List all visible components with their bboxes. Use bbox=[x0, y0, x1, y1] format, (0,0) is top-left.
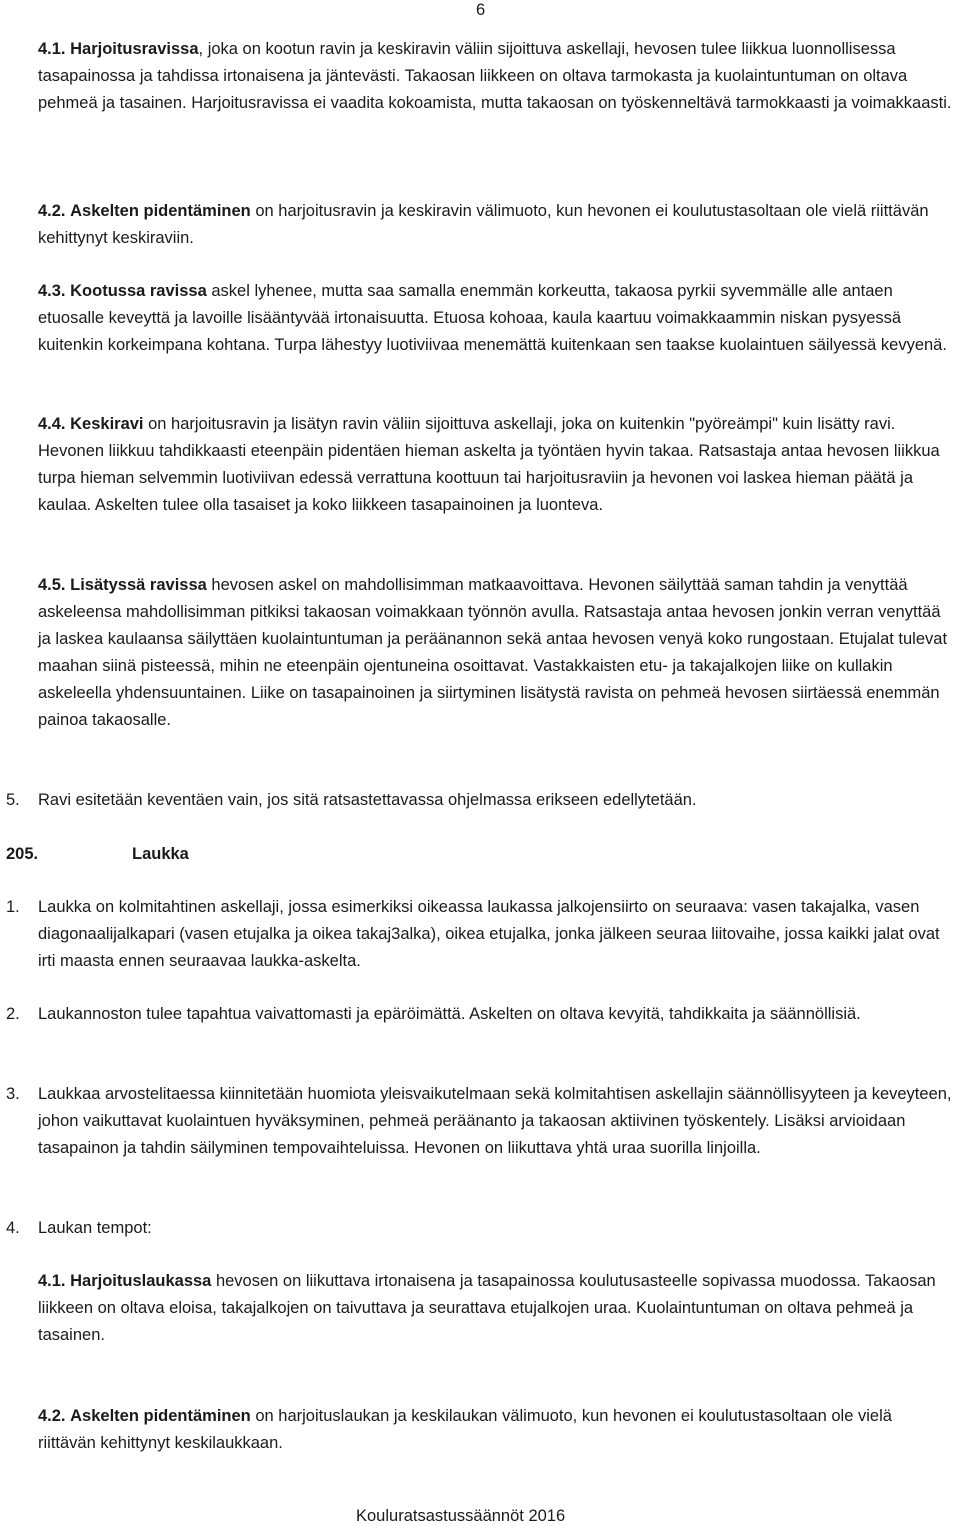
paragraph-num: 4.4. bbox=[38, 415, 66, 433]
paragraph-term: Kootussa ravissa bbox=[70, 282, 207, 300]
list-item-text: Ravi esitetään keventäen vain, jos sitä ratsastettavassa ohjelmassa erikseen edellytetään. bbox=[38, 791, 697, 809]
paragraph-num: 4.2. bbox=[38, 202, 66, 220]
section-heading bbox=[6, 841, 189, 868]
paragraph-num: 4.1. bbox=[38, 1272, 66, 1290]
list-item-num: 1. bbox=[6, 898, 20, 916]
paragraph-4-2-canter bbox=[38, 1403, 954, 1457]
section-number: 205. bbox=[6, 845, 39, 863]
list-item-text: Laukkaa arvostelitaessa kiinnitetään huomiota yleisvaikutelmaan sekä kolmitahtisen askellajin säännöllisyyteen ja keveyteen, johon vaikuttavat kuolaintuen hyväksyminen, pehmeä peräänanto ja takaosan aktiivinen työskentely. Lisäksi arvioidaan tasapainon ja tahdin säilyminen tempovaihteluissa. Hevonen on liikuttava yhtä uraa suorilla linjoilla. bbox=[38, 1085, 952, 1157]
list-item-text: Laukka on kolmitahtinen askellaji, jossa esimerkiksi oikeassa laukassa jalkojensiirto on seuraava: vasen takajalka, vasen diagonaalijalkapari (vasen etujalka ja oikea takaj3alka), oikea etujalka, jonka jälkeen seuraa liitovaihe, jossa kaikki jalat ovat irti maasta ennen seuraavaa laukka-askelta. bbox=[38, 898, 940, 970]
list-item-1-canter bbox=[6, 894, 954, 975]
paragraph-term: Lisätyssä ravissa bbox=[70, 576, 207, 594]
paragraph-text: hevosen askel on mahdollisimman matkaavoittava. Hevonen säilyttää saman tahdin ja venyttää askeleensa mahdollisimman pitkiksi takaosan voimakkaan työnnön avulla. Ratsastaja antaa hevosen jonkin verran venyttää ja laskea kaulaansa säilyttäen kuolaintuntuman ja peräänannon sekä antaa hevosen venyä koko rungostaan. Etujalat tulevat maahan siinä pisteessä, mihin ne eteenpäin ojentuneina osoittavat. Vastakkaisten etu- ja takajalkojen liike on kullakin askeleella yhdensuuntainen. Liike on tasapainoinen ja siirtyminen lisätystä ravista on pehmeä hevosen siirtäessä enemmän painoa takaosalle. bbox=[38, 576, 948, 729]
paragraph-text: askel lyhenee, mutta saa samalla enemmän korkeutta, takaosa pyrkii syvemmälle alle antaen etuosalle keveyttä ja lavoille lisääntyvää irtonaisuutta. Etuosa kohoaa, kaula kaartuu voimakkaammin niskan pysyessä kuitenkin korkeimpana kohtana. Turpa lähestyy luotiviivaa menemättä kuitenkaan sen taakse kuolaintuen säilyessä kevyenä. bbox=[38, 282, 947, 354]
list-item-num: 5. bbox=[6, 791, 20, 809]
paragraph-term: Harjoituslaukassa bbox=[70, 1272, 212, 1290]
paragraph-num: 4.3. bbox=[38, 282, 66, 300]
list-item-num: 4. bbox=[6, 1219, 20, 1237]
paragraph-text: hevosen on liikuttava irtonaisena ja tasapainossa koulutusasteelle sopivassa muodossa. Takaosan liikkeen on oltava eloisa, takajalkojen on taivuttava ja seurattava etujalkojen uraa. Kuolaintuntuman on oltava pehmeä ja tasainen. bbox=[38, 1272, 936, 1344]
paragraph-num: 4.1. bbox=[38, 40, 66, 58]
paragraph-4-4-trot bbox=[38, 411, 954, 519]
list-item-4-canter bbox=[6, 1215, 954, 1242]
section-title: Laukka bbox=[132, 845, 189, 863]
paragraph-4-2-trot bbox=[38, 198, 954, 252]
paragraph-4-1-trot bbox=[38, 36, 954, 117]
list-item-text: Laukannoston tulee tapahtua vaivattomasti ja epäröimättä. Askelten on oltava kevyitä, tahdikkaita ja säännöllisiä. bbox=[38, 1005, 861, 1023]
paragraph-num: 4.5. bbox=[38, 576, 66, 594]
list-item-num: 3. bbox=[6, 1085, 20, 1103]
paragraph-4-3-trot bbox=[38, 278, 954, 359]
paragraph-text: , joka on kootun ravin ja keskiravin väliin sijoittuva askellaji, hevosen tulee liikkua luonnollisessa tasapainossa ja tahdissa irtonaisena ja jäntevästi. Takaosan liikkeen on oltava tarmokasta ja kuolaintuntuman on oltava pehmeä ja tasainen. Harjoitusravissa ei vaadita kokoamista, mutta takaosan on työskenneltävä tarmokkaasti ja voimakkaasti. bbox=[38, 40, 952, 112]
list-item-num: 2. bbox=[6, 1005, 20, 1023]
paragraph-text: on harjoituslaukan ja keskilaukan välimuoto, kun hevonen ei koulutustasoltaan ole vielä riittävän kehittynyt keskilaukkaan. bbox=[38, 1407, 892, 1452]
paragraph-4-1-canter bbox=[38, 1268, 954, 1349]
page-number: 6 bbox=[476, 1, 486, 19]
list-item-2-canter bbox=[6, 1001, 954, 1028]
paragraph-term: Keskiravi bbox=[70, 415, 144, 433]
list-item-text: Laukan tempot: bbox=[38, 1219, 152, 1237]
paragraph-num: 4.2. bbox=[38, 1407, 66, 1425]
paragraph-text: on harjoitusravin ja lisätyn ravin väliin sijoittuva askellaji, joka on kuitenkin "pyöreämpi" kuin lisätty ravi. Hevonen liikkuu tahdikkaasti eteenpäin pidentäen hieman askelta ja työntäen hyvin takaa. Ratsastaja antaa hevosen liikkua turpa hieman selvemmin luotiviivan edessä verrattuna koottuun tai harjoitusraviin ja hevonen voi laskea hieman päätä ja kaulaa. Askelten tulee olla tasaiset ja koko liikkeen tasapainoinen ja luonteva. bbox=[38, 415, 940, 514]
paragraph-term: Harjoitusravissa bbox=[70, 40, 199, 58]
paragraph-term: Askelten pidentäminen bbox=[70, 202, 251, 220]
list-item-5-trot bbox=[6, 787, 954, 814]
page-footer: Kouluratsastussäännöt 2016 bbox=[356, 1507, 566, 1525]
paragraph-term: Askelten pidentäminen bbox=[70, 1407, 251, 1425]
paragraph-text: on harjoitusravin ja keskiravin välimuoto, kun hevonen ei koulutustasoltaan ole vielä riittävän kehittynyt keskiraviin. bbox=[38, 202, 929, 247]
list-item-3-canter bbox=[6, 1081, 954, 1162]
paragraph-4-5-trot bbox=[38, 572, 954, 734]
